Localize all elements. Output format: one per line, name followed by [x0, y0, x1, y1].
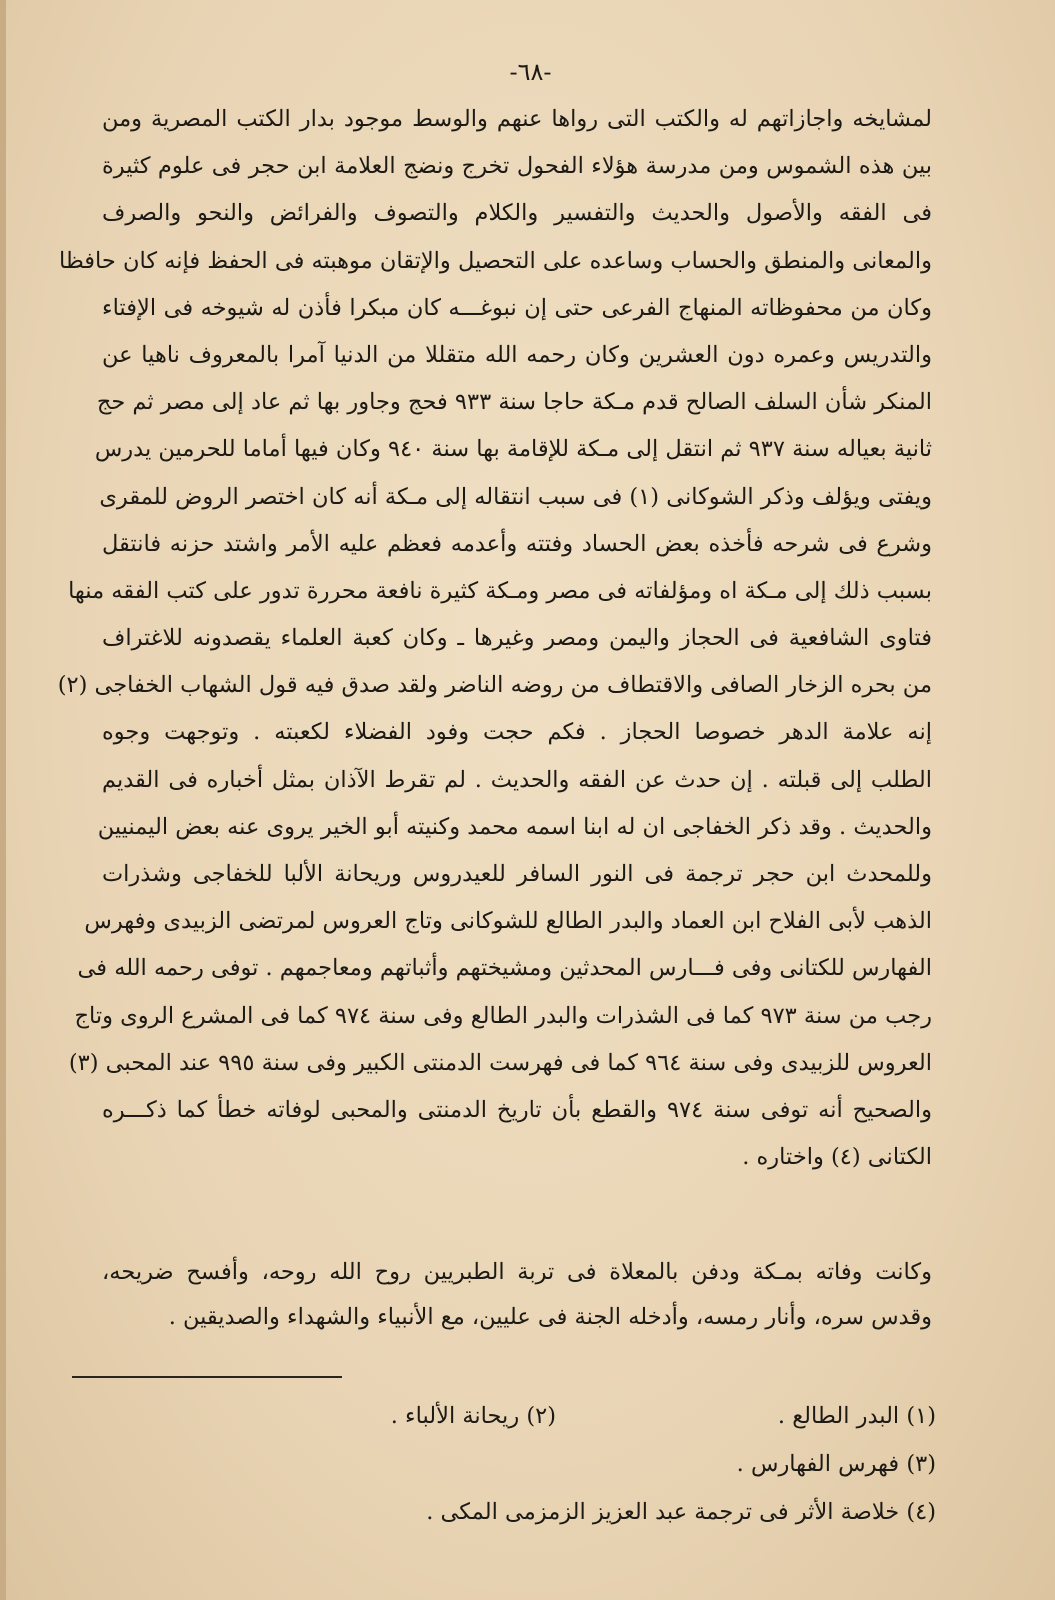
- text-line: ويفتى ويؤلف وذكر الشوكانى (١) فى سبب انتقاله إلى مـكة أنه كان اختصر الروض للمقرى: [99, 483, 932, 510]
- text-line: وكان من محفوظاته المنهاج الفرعى حتى إن نبوغـــه كان مبكرا فأذن له شيوخه فى الإفتاء: [102, 294, 932, 321]
- text-line: وشرع فى شرحه فأخذه بعض الحساد وفتته وأعدمه فعظم عليه الأمر واشتد حزنه فانتقل: [102, 530, 932, 557]
- footnote: (٢) ريحانة الألباء .: [390, 1403, 556, 1429]
- text-line: العروس للزبيدى وفى سنة ٩٦٤ كما فى فهرست الدمنتى الكبير وفى سنة ٩٩٥ عند المحبى (٣): [68, 1049, 932, 1076]
- text-line: بين هذه الشموس ومن مدرسة هؤلاء الفحول تخرج ونضج العلامة ابن حجر فى علوم كثيرة: [102, 153, 932, 180]
- text-line: والحديث . وقد ذكر الخفاجى ان له ابنا اسمه محمد وكنيته أبو الخير يروى عنه بعض اليمنيين: [97, 813, 932, 840]
- text-line: بسبب ذلك إلى مـكة اه ومؤلفاته فى مصر ومـكة كثيرة نافعة محررة تدور على كتب الفقه منها: [68, 577, 932, 604]
- text-line: وللمحدث ابن حجر ترجمة فى النور السافر للعيدروس وريحانة الألبا للخفاجى وشذرات: [102, 861, 932, 887]
- page-number: -٦٨-: [509, 58, 552, 86]
- text-line: الفهارس للكتانى وفى فـــارس المحدثين ومشيختهم وأثباتهم ومعاجمهم . توفى رحمه الله فى: [77, 955, 932, 982]
- text-line: رجب من سنة ٩٧٣ كما فى الشذرات والبدر الطالع وفى سنة ٩٧٤ كما فى المشرع الروى وتاج: [74, 1002, 932, 1029]
- text-line: فتاوى الشافعية فى الحجاز واليمن ومصر وغيرها ـ وكان كعبة العلماء يقصدونه للاغتراف: [102, 625, 932, 652]
- footnote-divider: [72, 1376, 342, 1378]
- text-line: والتدريس وعمره دون العشرين وكان رحمه الله متقللا من الدنيا آمرا بالمعروف ناهيا عن: [102, 341, 932, 368]
- text-line: وكانت وفاته بمـكة ودفن بالمعلاة فى تربة الطبريين روح الله روحه، وأفسح ضريحه،: [102, 1259, 932, 1285]
- footnote: (٤) خلاصة الأثر فى ترجمة عبد العزيز الزمزمى المكى .: [426, 1499, 936, 1525]
- text-line: وقدس سره، وأنار رمسه، وأدخله الجنة فى عليين، مع الأنبياء والشهداء والصديقين .: [168, 1304, 932, 1330]
- text-line: إنه علامة الدهر خصوصا الحجاز . فكم حجت وفود الفضلاء لكعبته . وتوجهت وجوه: [102, 719, 932, 746]
- text-line: الكتانى (٤) واختاره .: [742, 1144, 932, 1171]
- text-line: والصحيح أنه توفى سنة ٩٧٤ والقطع بأن تاريخ الدمنتى والمحبى لوفاته خطأ كما ذكـــره: [102, 1096, 932, 1123]
- text-line: فى الفقه والأصول والحديث والتفسير والكلام والتصوف والفرائض والنحو والصرف: [102, 200, 932, 227]
- footnote-row: [102, 1488, 936, 1536]
- footnotes: [102, 1392, 936, 1536]
- text-line: ثانية بعياله سنة ٩٣٧ ثم انتقل إلى مـكة للإقامة بها سنة ٩٤٠ وكان فيها أماما للحرمين يدرس: [94, 436, 932, 463]
- footnote: (١) البدر الطالع .: [777, 1403, 936, 1429]
- text-line: الطلب إلى قبلته . إن حدث عن الفقه والحديث . لم تقرط الآذان بمثل أخباره فى القديم: [102, 766, 932, 793]
- text-line: والمعانى والمنطق والحساب وساعده على التحصيل والإتقان موهبته فى الحفظ فإنه كان حافظا: [58, 247, 932, 274]
- footnote-row: [102, 1392, 936, 1440]
- text-line: من بحره الزخار الصافى والاقتطاف من روضه الناضر ولقد صدق فيه قول الشهاب الخفاجى (٢): [57, 672, 932, 699]
- closing-paragraph: [102, 1250, 932, 1340]
- text-line: المنكر شأن السلف الصالح قدم مـكة حاجا سنة ٩٣٣ فحج وجاور بها ثم عاد إلى مصر ثم حج: [96, 389, 932, 416]
- main-paragraph: [57, 96, 932, 1181]
- text-line: لمشايخه واجازاتهم له والكتب التى رواها عنهم والوسط موجود بدار الكتب المصرية ومن: [102, 106, 932, 132]
- footnote: (٣) فهرس الفهارس .: [736, 1451, 936, 1477]
- footnote-row: [102, 1440, 936, 1488]
- text-line: الذهب لأبى الفلاح ابن العماد والبدر الطالع للشوكانى وتاج العروس لمرتضى الزبيدى وفهرس: [84, 908, 932, 935]
